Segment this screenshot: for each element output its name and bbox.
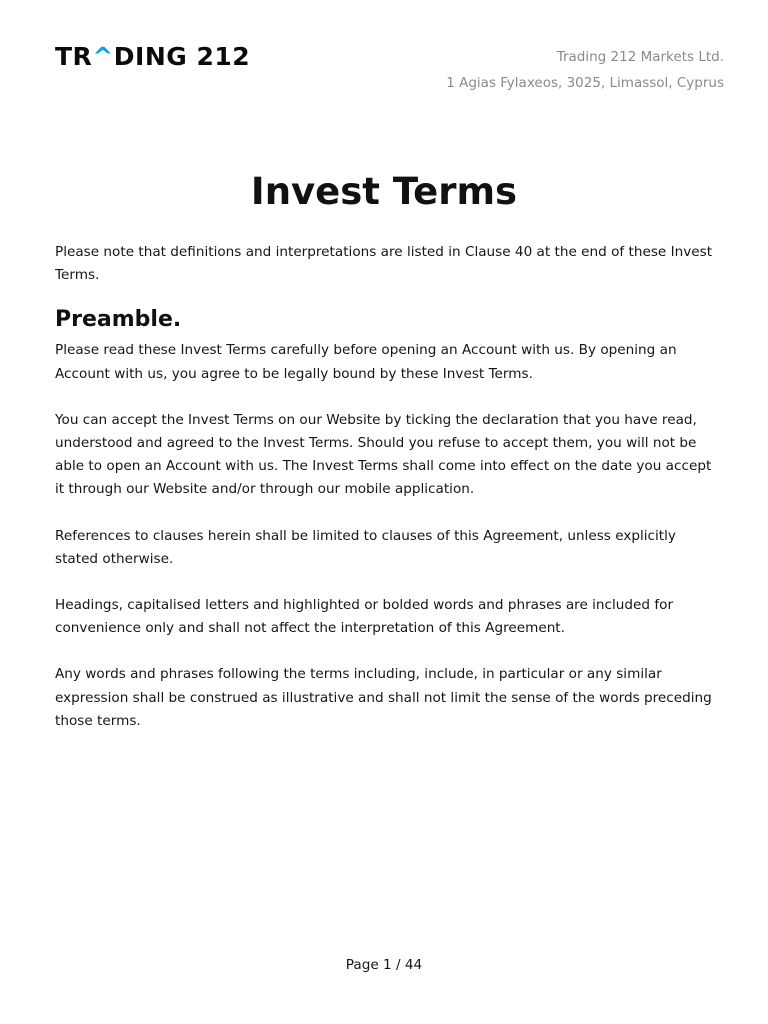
company-info (446, 44, 724, 96)
company-address: 1 Agias Fylaxeos, 3025, Limassol, Cyprus (446, 75, 724, 91)
intro-paragraph: Please note that definitions and interpretations are listed in Clause 40 at the end of these Invest Terms. (55, 244, 713, 284)
body-paragraph: Headings, capitalised letters and highlighted or bolded words and phrases are included for convenience only and shall not affect the interpretation of this Agreement. (55, 597, 674, 637)
logo-caret: ^ (92, 42, 114, 71)
trading-212-logo (55, 42, 250, 71)
logo-suffix: DING 212 (113, 42, 251, 71)
document-body (55, 241, 715, 733)
body-paragraph: References to clauses herein shall be limited to clauses of this Agreement, unless explicitly stated otherwise. (55, 527, 676, 567)
body-paragraph: You can accept the Invest Terms on our Website by ticking the declaration that you have read, understood and agreed to the Invest Terms. Should you refuse to accept them, you will not be able to open an Account with us. The Invest Terms shall come into effect on the date you accept it through our Website and/or through our mobile application. (55, 411, 712, 498)
page-header (55, 40, 724, 100)
body-paragraph: Please read these Invest Terms carefully before opening an Account with us. By opening an Account with us, you agree to be legally bound by these Invest Terms. (55, 342, 677, 382)
logo-prefix: TR (55, 42, 93, 71)
page-number: Page 1 / 44 (345, 957, 423, 973)
section-heading-preamble: Preamble. (55, 307, 182, 333)
company-name: Trading 212 Markets Ltd. (556, 49, 724, 65)
body-paragraph: Any words and phrases following the terms including, include, in particular or any similar expression shall be construed as illustrative and shall not limit the sense of the words preceding those terms. (55, 666, 712, 729)
document-title: Invest Terms (250, 170, 518, 213)
